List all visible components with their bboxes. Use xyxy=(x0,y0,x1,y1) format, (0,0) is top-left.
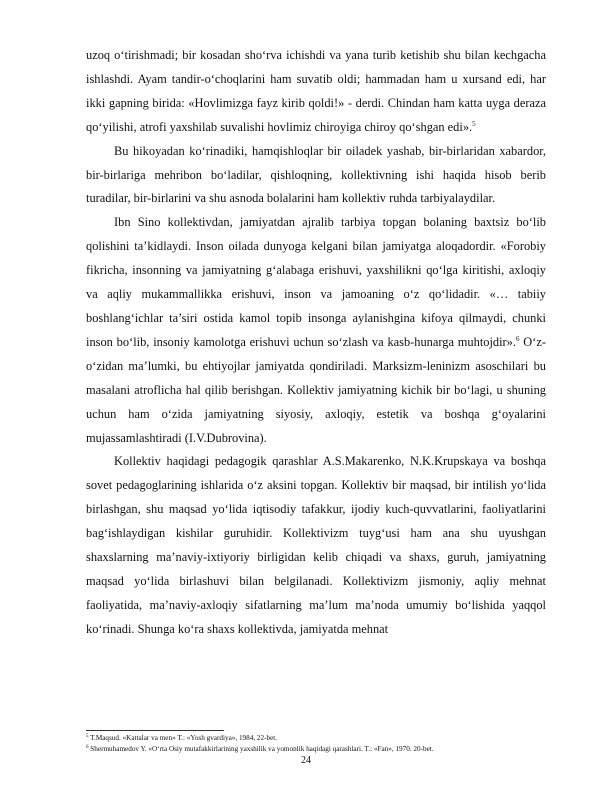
footnote-5-number: 5 xyxy=(86,734,89,739)
paragraph-3-text-b: O‘z-o‘zidan ma’lumki, bu ehtiyojlar jamiyatda qondiriladi. Marksizm-leninizm asoschilari bu masalani atroflicha hal qilib berishgan. Kollektiv jamiyatning kichik bir bo‘lagi, u shuning uchun ham o‘zida jamiyatning siyosiy, axloqiy, estetik va boshqa g‘oyalarini mujassamlashtiradi (I.V.Dubrovina). xyxy=(86,334,546,445)
paragraph-2-text: Bu hikoyadan ko‘rinadiki, hamqishloqlar bir oiladek yashab, bir-birlaridan xabardor, bir-birlariga mehribon bo‘ladilar, qishloqning, kollektivning ishi haqida hisob berib turadilar, bir-birlarini va shu asnoda bolalarini ham kollektiv ruhda tarbiyalaydilar. xyxy=(86,143,546,206)
footnote-ref-5[interactable]: 5 xyxy=(472,119,476,128)
page-number: 24 xyxy=(301,755,311,766)
paragraph-4 xyxy=(86,450,546,641)
page-body xyxy=(86,44,546,642)
footnote-divider xyxy=(86,730,224,731)
footnote-6-number: 6 xyxy=(86,745,89,750)
paragraph-4-text: Kollektiv haqidagi pedagogik qarashlar A.S.Makarenko, N.K.Krupskaya va boshqa sovet pedagoglarining ishlarida o‘z aksini topgan. Kollektiv bir maqsad, bir intilish yo‘lida birlashgan, shu maqsad yo‘lida iqtisodiy tafakkur, ijodiy kuch-quvvatlarini, faoliyatlarini bag‘ishlaydigan kishilar guruhidir. Kollektivizm tuyg‘usi ham ana shu uyushgan shaxslarning ma’naviy-ixtiyoriy birligidan kelib chiqadi va shaxs, guruh, jamiyatning maqsad yo‘lida birlashuvi bilan belgilanadi. Kollektivizm jismoniy, aqliy mehnat faoliyatida, ma’naviy-axloqiy sifatlarning ma’lum ma’noda umumiy bo‘lishida yaqqol ko‘rinadi. Shunga ko‘ra shaxs kollektivda, jamiyatda mehnat xyxy=(86,454,546,636)
paragraph-1-text: uzoq o‘tirishmadi; bir kosadan sho‘rva ichishdi va yana turib ketishib shu bilan kechgacha ishlashdi. Ayam tandir-o‘choqlarini ham suvatib oldi; hammadan ham u xursand edi, har ikki gapning birida: «Hovlimizga fayz kirib qoldi!» - derdi. Chindan ham katta uyga deraza qo‘yilishi, atrofi yaxshilab suvalishi hovlimiz chiroyiga chiroy qo‘shgan edi». xyxy=(86,48,546,134)
paragraph-3-text-a: Ibn Sino kollektivdan, jamiyatdan ajralib tarbiya topgan bolaning baxtsiz bo‘lib qolishini ta’kidlaydi. Inson oilada dunyoga kelgani bilan jamiyatga aloqadordir. «Forobiy fikricha, insonning va jamiyatning g‘alabaga erishuvi, yaxshilikni qo‘lga kiritishi, axloqiy va aqliy mukammallikka erishuvi, inson va jamoaning o‘z qo‘lidadir. «… tabiiy boshlang‘ichlar ta’siri ostida kamol topib insonga aylanishgina kifoya qilmaydi, chunki inson bo‘lib, insoniy kamolotga erishuvi uchun so‘zlash va kasb-hunarga muhtojdir». xyxy=(86,215,546,349)
paragraph-3 xyxy=(86,211,546,450)
paragraph-2 xyxy=(86,140,546,212)
footnote-5-text: T.Maqsud. «Kattalar va men» T.: «Yosh gvardiya», 1984, 22-bet. xyxy=(88,734,278,742)
footnotes xyxy=(86,733,556,755)
footnote-ref-6[interactable]: 6 xyxy=(515,334,520,343)
footnote-5 xyxy=(86,733,556,744)
paragraph-1 xyxy=(86,44,546,140)
footnote-6 xyxy=(86,744,556,755)
footnote-6-text: Shermuhamedov Y. «O‘rta Osiy mutafakkirlarining yaxshilik va yomonlik haqidagi qarashlari. T.: «Fan», 1970. 20-bet. xyxy=(88,745,434,753)
